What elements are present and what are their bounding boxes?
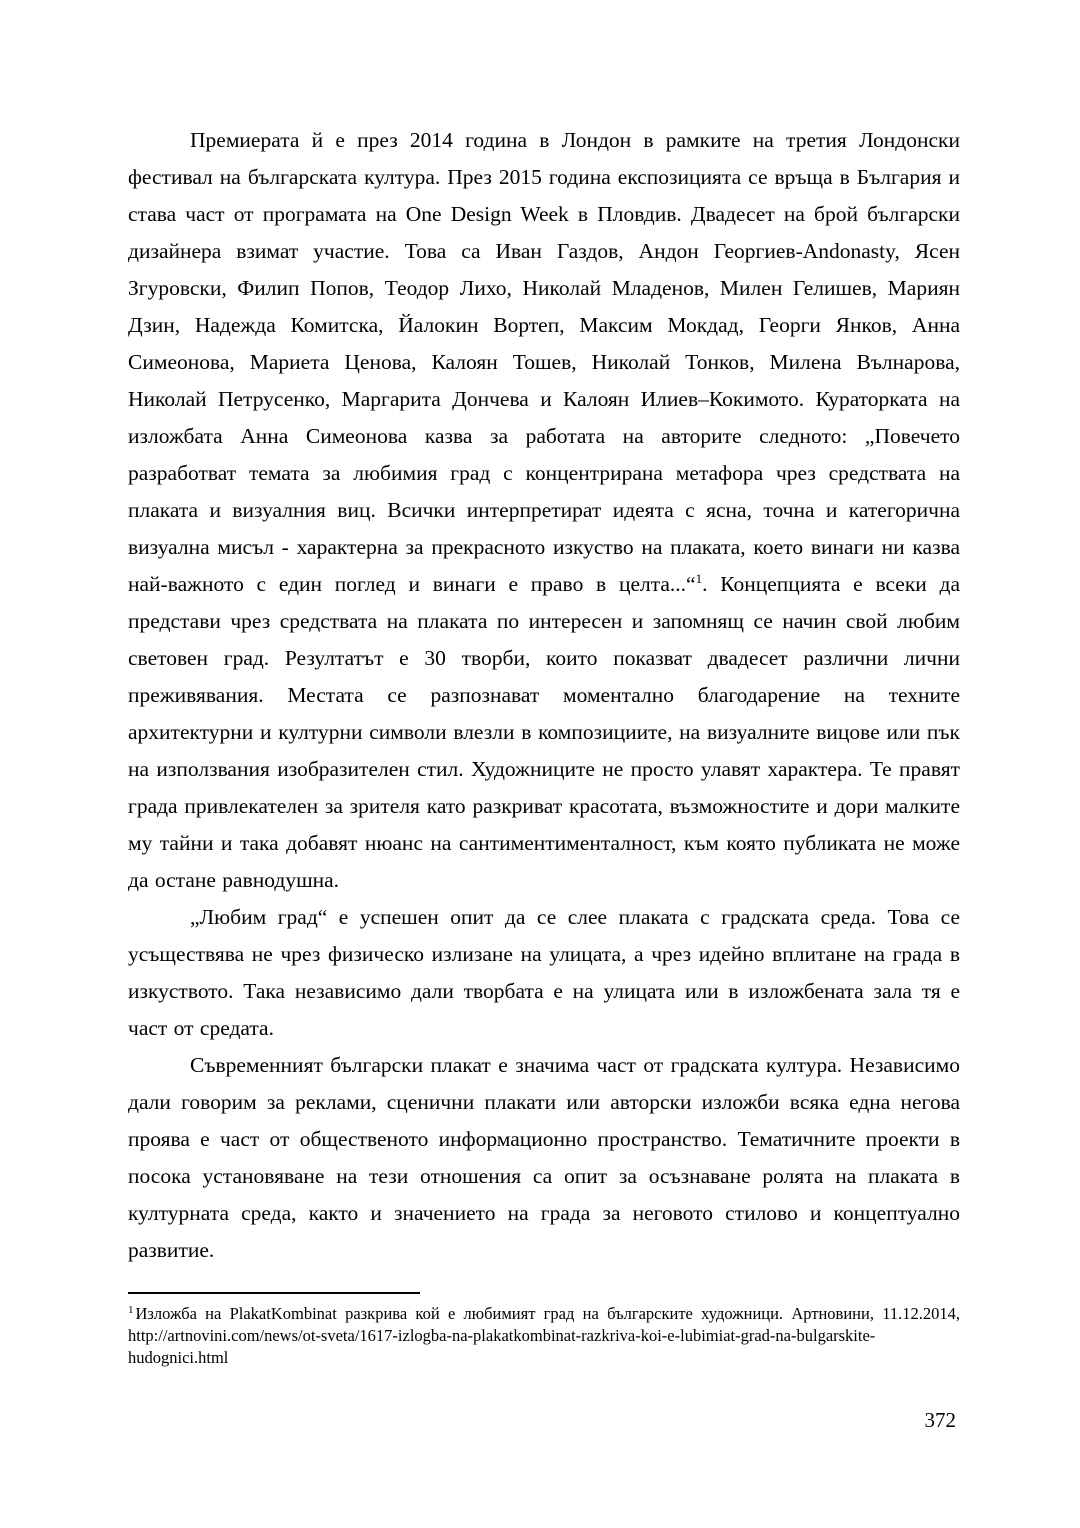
paragraph-1-text-after-footnote-ref: . Концепцията е всеки да представи чрез средствата на плаката по интересен и запомнящ се начин свой любим световен град. Резултатът е 30 творби, които показват двадесет различни лични преживявания. Местата се разпознават моментално благодарение на техните архитектурни и културни символи влезли в композициите, на визуалните вицове или пък на използвания изобразителен стил. Художниците не просто улавят характера. Те правят града привлекателен за зрителя като разкриват красотата, възможностите и дори малките му тайни и така добавят нюанс на сантиментименталност, към която публиката не може да остане равнодушна. bbox=[128, 572, 960, 892]
paragraph-1 bbox=[128, 122, 960, 899]
paragraph-1-text-before-footnote-ref: Премиерата й е през 2014 година в Лондон в рамките на третия Лондонски фестивал на българската култура. През 2015 година експозицията се връща в България и става част от програмата на One Design Week в Пловдив. Двадесет на брой български дизайнера взимат участие. Това са Иван Газдов, Андон Георгиев-Andonasty, Ясен Згуровски, Филип Попов, Теодор Лихо, Николай Младенов, Милен Гелишев, Мариян Дзин, Надежда Комитска, Йалокин Вортеп, Максим Мокдад, Георги Янков, Анна Симеонова, Мариета Ценова, Калоян Тошев, Николай Тонков, Милена Вълнарова, Николай Петрусенко, Маргарита Дончева и Калоян Илиев–Кокимото. Кураторката на изложбата Анна Симеонова казва за работата на авторите следното: „Повечето разработват темата за любимия град с концентрирана метафора чрез средствата на плаката и визуалния виц. Всички интерпретират идеята с ясна, точна и категорична визуална мисъл - характерна за прекрасното изкуство на плаката, което винаги ни казва най-важното с един поглед и винаги е право в целта...“ bbox=[128, 128, 960, 596]
footnote-marker: 1 bbox=[128, 1303, 134, 1316]
page-number: 372 bbox=[924, 1408, 956, 1432]
footnote-section bbox=[128, 1292, 960, 1369]
footnote-ref-1: 1 bbox=[695, 570, 703, 586]
paragraph-2: „Любим град“ е успешен опит да се слее плаката с градската среда. Това се усъществява не чрез физическо излизане на улицата, а чрез идейно вплитане на града в изкуството. Така независимо дали творбата е на улицата или в изложбената зала тя е част от средата. bbox=[128, 905, 960, 1040]
footnote-divider bbox=[128, 1292, 420, 1294]
footnote-text: Изложба на PlakatKombinat разкрива кой е любимият град на българските художници. Артновини, 11.12.2014, http://artnovini.com/news/ot-sveta/1617-izlogba-na-plakatkombinat-razkriva-koi-e-lubimiat-grad-na-bulgarskite-hudognici.html bbox=[128, 1304, 960, 1367]
paragraph-3: Съвременният български плакат е значима част от градската култура. Независимо дали говорим за реклами, сценични плакати или авторски изложби всяка една негова проява е част от общественото информационно пространство. Тематичните проекти в посока установяване на тези отношения са опит за осъзнаване ролята на плаката в културната среда, както и значението на града за неговото стилово и концептуално развитие. bbox=[128, 1053, 960, 1262]
footnote-1 bbox=[128, 1303, 960, 1369]
body-text bbox=[128, 122, 960, 1269]
